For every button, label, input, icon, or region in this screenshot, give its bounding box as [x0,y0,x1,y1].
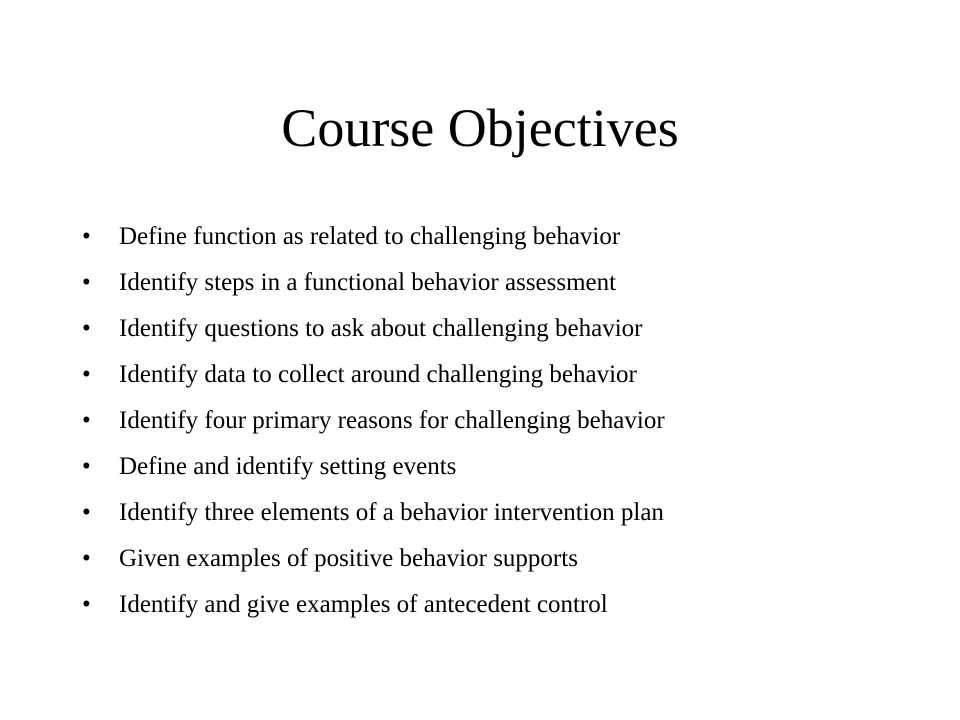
bullet-icon: • [82,499,91,526]
objectives-list [82,214,922,630]
bullet-icon: • [82,591,91,618]
bullet-icon: • [82,315,91,342]
bullet-icon: • [82,361,91,388]
list-item [82,398,922,444]
objective-text: Identify four primary reasons for challenging behavior [119,407,665,434]
bullet-icon: • [82,223,91,250]
objective-text: Identify and give examples of antecedent control [119,591,608,618]
list-item [82,444,922,490]
objective-text: Identify steps in a functional behavior assessment [119,269,617,296]
objective-text: Identify data to collect around challenging behavior [119,361,637,388]
bullet-icon: • [82,453,91,480]
list-item [82,582,922,630]
objective-text: Define function as related to challenging behavior [119,223,621,250]
objective-text: Define and identify setting events [119,453,457,480]
list-item [82,260,922,306]
objective-text: Identify three elements of a behavior intervention plan [119,499,664,526]
slide-title: Course Objectives [281,98,679,158]
objective-text: Given examples of positive behavior supports [119,545,578,572]
list-item [82,214,922,260]
list-item [82,306,922,352]
objective-text: Identify questions to ask about challenging behavior [119,315,643,342]
list-item [82,536,922,582]
bullet-icon: • [82,269,91,296]
list-item [82,352,922,398]
bullet-icon: • [82,407,91,434]
bullet-icon: • [82,545,91,572]
list-item [82,490,922,536]
